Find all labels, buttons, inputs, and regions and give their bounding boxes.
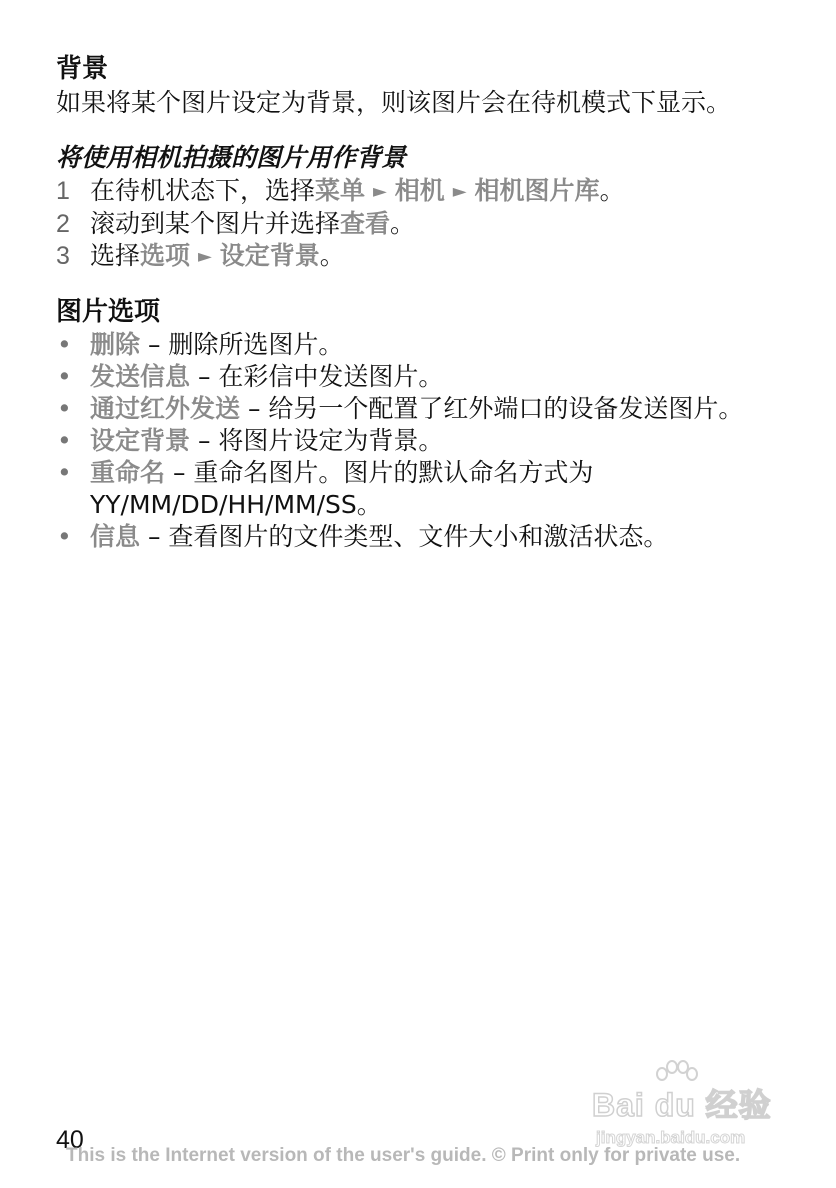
menu-item-camera-album: 相机图片库 (474, 176, 600, 205)
option-term: 重命名 (90, 458, 166, 487)
page-number: 40 (56, 1126, 84, 1154)
options-list (56, 329, 796, 553)
section-title-picture-options: 图片选项 (56, 297, 161, 327)
bullet-icon: • (57, 426, 72, 455)
step-text: 在待机状态下，选择 (90, 176, 316, 205)
option-desc: – 给另一个配置了红外端口的设备发送图片。 (240, 394, 744, 423)
option-item (56, 521, 796, 553)
bullet-icon: • (57, 394, 72, 423)
step-number: 1 (56, 177, 70, 205)
option-term: 设定背景 (90, 426, 191, 455)
watermark-url: jingyan.baidu.com (596, 1128, 746, 1147)
menu-item-set-background: 设定背景 (219, 241, 320, 270)
arrow-right-icon: ► (197, 246, 212, 267)
arrow-right-icon: ► (372, 181, 387, 202)
option-desc: – 重命名图片。图片的默认命名方式为 YY/MM/DD/HH/MM/SS。 (90, 458, 594, 519)
step-punct: 。 (319, 241, 345, 270)
step-number: 2 (56, 210, 70, 238)
bullet-icon: • (57, 458, 72, 487)
step-item (56, 175, 796, 208)
arrow-right-icon: ► (452, 181, 467, 202)
option-desc: – 在彩信中发送图片。 (190, 362, 444, 391)
baidu-jingyan-watermark (592, 1060, 792, 1150)
option-item (56, 393, 796, 425)
option-item (56, 457, 796, 521)
option-term: 删除 (90, 330, 141, 359)
step-item (56, 208, 796, 240)
manual-page (56, 52, 796, 553)
section-body-background: 如果将某个图片设定为背景，则该图片会在待机模式下显示。 (56, 88, 732, 117)
step-punct: 。 (390, 209, 416, 238)
menu-item-menu: 菜单 (315, 176, 366, 205)
option-desc: – 将图片设定为背景。 (190, 426, 444, 455)
menu-item-options: 选项 (140, 241, 191, 270)
bullet-icon: • (57, 362, 72, 391)
menu-item-view: 查看 (340, 209, 391, 238)
subsection-title-camera-background: 将使用相机拍摄的图片用作背景 (56, 143, 407, 172)
menu-item-camera: 相机 (394, 176, 445, 205)
option-term: 信息 (90, 522, 141, 551)
steps-list (56, 175, 796, 273)
option-term: 通过红外发送 (90, 394, 241, 423)
bullet-icon: • (57, 522, 72, 551)
step-text: 选择 (90, 241, 141, 270)
option-desc: – 查看图片的文件类型、文件大小和激活状态。 (140, 522, 669, 551)
section-title-background: 背景 (56, 54, 109, 84)
option-term: 发送信息 (90, 362, 191, 391)
step-punct: 。 (599, 176, 625, 205)
footer-note: This is the Internet version of the user's guide. © Print only for private use. (66, 1145, 741, 1166)
option-desc: – 删除所选图片。 (140, 330, 344, 359)
watermark-logo: Bai du 经验 (592, 1087, 772, 1123)
step-number: 3 (56, 242, 70, 270)
step-text: 滚动到某个图片并选择 (90, 209, 341, 238)
option-item (56, 329, 796, 361)
step-item (56, 240, 796, 273)
option-item (56, 361, 796, 393)
bullet-icon: • (57, 330, 72, 359)
option-item (56, 425, 796, 457)
